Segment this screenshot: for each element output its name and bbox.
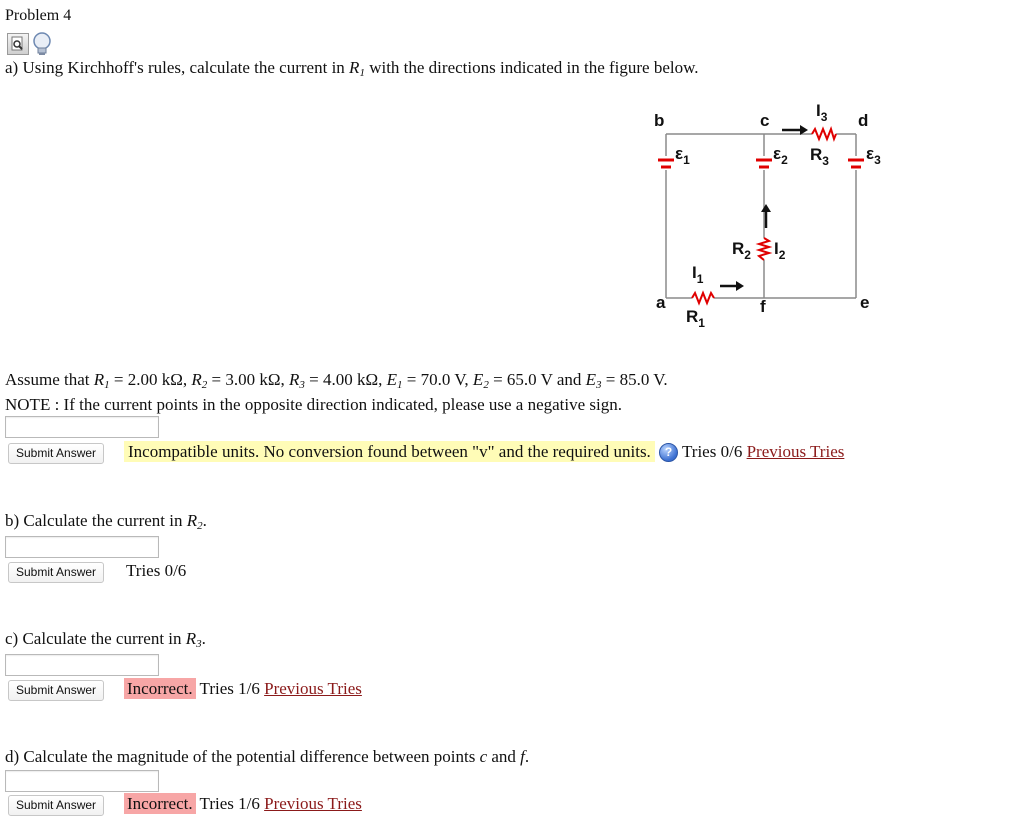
node-f: f: [760, 297, 766, 316]
node-d: d: [858, 111, 869, 130]
resistor-r1: [692, 293, 714, 303]
part-c-feedback-row: [124, 679, 362, 699]
problem-title: Problem 4: [5, 7, 72, 24]
part-a-feedback: Incompatible units. No conversion found between "v" and the required units.: [124, 441, 655, 462]
part-c-submit-button[interactable]: Submit Answer: [8, 680, 104, 701]
part-a-question: a) Using Kirchhoff's rules, calculate the current in $R_1$ with the directions indicated in the figure below.: [5, 58, 699, 79]
part-c-answer-input[interactable]: [5, 654, 159, 676]
part-c-feedback: Incorrect.: [124, 678, 196, 699]
part-d-question: d) Calculate the magnitude of the potential difference between points c and f.: [5, 747, 530, 766]
magnifier-page-icon[interactable]: [7, 33, 29, 55]
part-d-feedback-row: [124, 794, 362, 814]
node-b: b: [654, 111, 665, 130]
battery-e1: [658, 160, 674, 167]
part-d-previous-tries-link[interactable]: Previous Tries: [264, 794, 362, 813]
battery-e3: [848, 160, 864, 167]
label-r2: $R_2$: [732, 239, 751, 262]
battery-e2: [756, 160, 772, 167]
lightbulb-icon[interactable]: [31, 31, 53, 57]
part-d-submit-button[interactable]: Submit Answer: [8, 795, 104, 816]
part-d-tries: Tries 1/6: [199, 794, 260, 813]
part-b-submit-button[interactable]: Submit Answer: [8, 562, 104, 583]
label-i2: $I_2$: [774, 239, 786, 262]
part-b-tries: Tries 0/6: [126, 561, 187, 580]
label-e1: $\varepsilon_1$: [675, 144, 690, 167]
part-a-feedback-row: [124, 442, 844, 462]
part-d-answer-input[interactable]: [5, 770, 159, 792]
arrow-i2: [761, 204, 771, 228]
part-c-tries: Tries 1/6: [199, 679, 260, 698]
node-c: c: [760, 111, 770, 130]
part-c-question: c) Calculate the current in $R_3$.: [5, 629, 206, 650]
label-i1: $I_1$: [692, 263, 704, 286]
circuit-diagram: [640, 98, 900, 330]
part-a-submit-button[interactable]: Submit Answer: [8, 443, 104, 464]
part-b-question: b) Calculate the current in $R_2$.: [5, 511, 207, 532]
part-a-tries: Tries 0/6: [682, 442, 743, 461]
label-e2: $\varepsilon_2$: [773, 144, 788, 167]
part-a-answer-input[interactable]: [5, 416, 159, 438]
part-b-answer-input[interactable]: [5, 536, 159, 558]
label-i3: $I_3$: [816, 101, 828, 124]
part-a-previous-tries-link[interactable]: Previous Tries: [746, 442, 845, 461]
assumptions-line: Assume that $R_1 = 2.00$ kΩ, $R_2 = 3.00$ kΩ, $R_3 = 4.00$ kΩ, $E_1 = 70.0$ V, $E_2 = 65.0$ V and $E_3 = 85.0$ V.: [5, 370, 668, 391]
label-e3: $\varepsilon_3$: [866, 144, 881, 167]
part-c-previous-tries-link[interactable]: Previous Tries: [264, 679, 362, 698]
part-d-feedback: Incorrect.: [124, 793, 196, 814]
note-line: NOTE : If the current points in the opposite direction indicated, please use a negative sign.: [5, 395, 623, 414]
label-r3: $R_3$: [810, 145, 829, 168]
resistor-r2: [759, 238, 769, 260]
node-e: e: [860, 293, 870, 312]
node-a: a: [656, 293, 666, 312]
label-r1: $R_1$: [686, 307, 705, 330]
arrow-i1: [720, 281, 744, 291]
question-circle-icon[interactable]: ?: [659, 443, 678, 462]
resistor-r3: [812, 129, 836, 139]
